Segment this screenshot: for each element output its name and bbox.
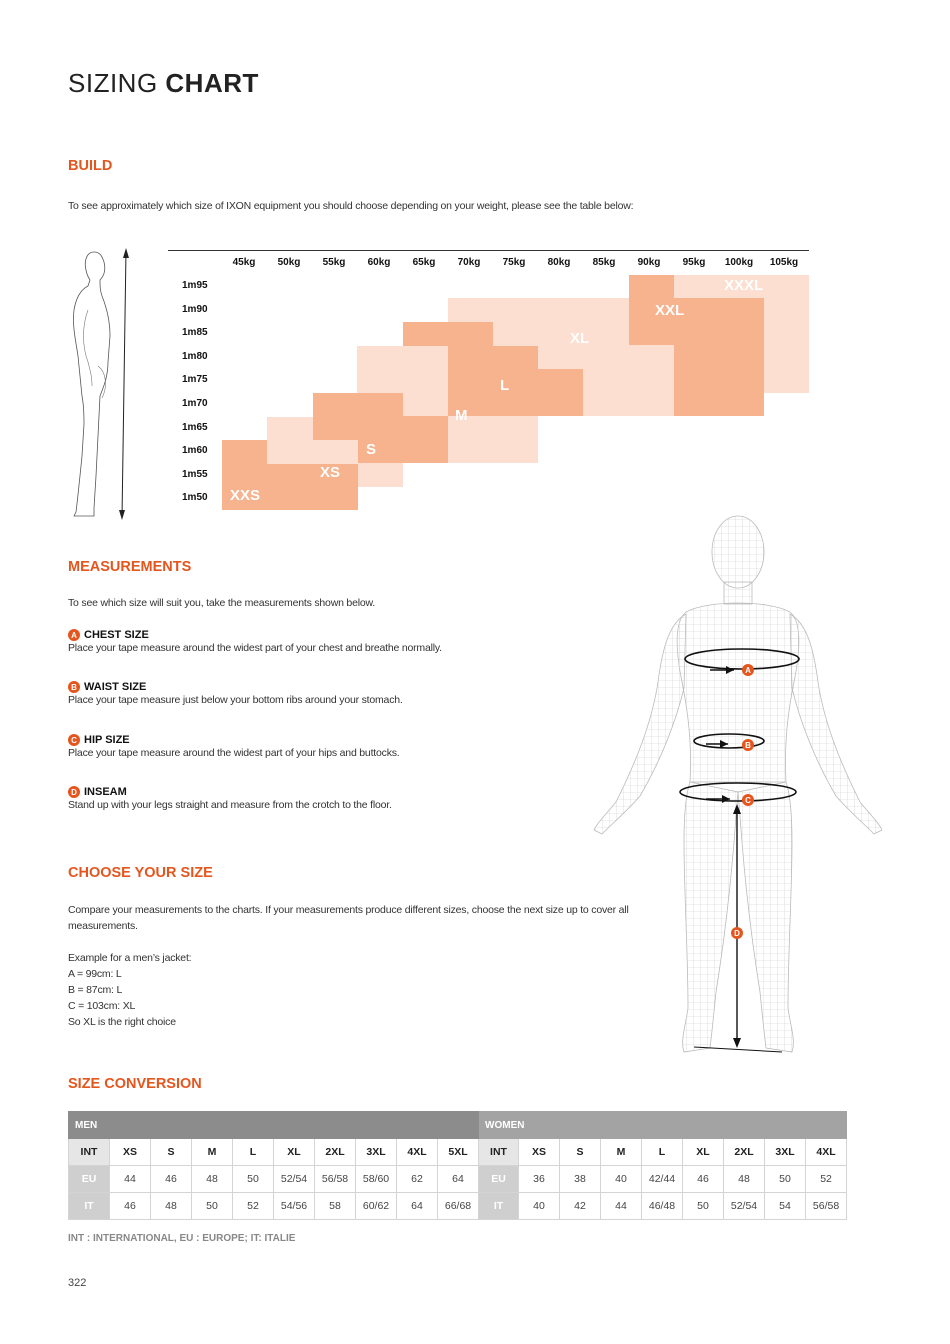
cell: 40 [601,1166,642,1193]
choose-line-2: measurements. [68,920,138,932]
size-label: S [366,441,377,458]
cell: 58 [315,1193,356,1220]
cell: 42/44 [642,1166,683,1193]
height-label: 1m85 [182,327,208,338]
measurement-chest [68,629,442,654]
cell: XS [110,1139,151,1166]
example-line: So XL is the right choice [68,1016,176,1028]
cell: 56/58 [806,1193,847,1220]
cell: 4XL [806,1139,847,1166]
size-block-l [403,322,493,346]
size-block-l [538,369,583,416]
measurement-waist [68,681,403,706]
cell: M [601,1139,642,1166]
build-heading: BUILD [68,158,113,174]
row-header-it: IT [69,1193,110,1220]
build-chart-rule [168,250,809,251]
table-group-header [69,1112,847,1139]
measurements-heading: MEASUREMENTS [68,559,192,575]
cell: L [642,1139,683,1166]
cell: S [560,1139,601,1166]
size-block-l [448,346,538,416]
measurements-intro: To see which size will suit you, take the measurements shown below. [68,597,376,609]
example-line: C = 103cm: XL [68,1000,136,1012]
title-light: SIZING [68,68,158,98]
cell: XS [519,1139,560,1166]
size-conversion-table [68,1111,847,1220]
cell: 46 [110,1193,151,1220]
cell: S [151,1139,192,1166]
cell: 50 [765,1166,806,1193]
weight-label: 100kg [724,257,754,268]
size-block-s [313,393,358,440]
page-title [68,68,259,99]
cell: 48 [192,1166,233,1193]
measurement-title: INSEAM [84,786,127,798]
cell: 38 [560,1166,601,1193]
badge-d: D [68,786,80,798]
weight-label: 60kg [367,257,391,268]
cell: 40 [519,1193,560,1220]
cell: 36 [519,1166,560,1193]
cell: 44 [110,1166,151,1193]
cell: 62 [397,1166,438,1193]
cell: 64 [397,1193,438,1220]
measurement-inseam [68,786,392,811]
size-label: XXS [230,487,261,504]
row-header-int: INT [479,1139,519,1166]
height-label: 1m70 [182,398,208,409]
size-label: XS [320,464,341,481]
body-badge-b: B [742,739,754,751]
height-label: 1m90 [182,304,208,315]
cell: 4XL [397,1139,438,1166]
measurement-title: WAIST SIZE [84,681,147,693]
height-label: 1m50 [182,492,208,503]
weight-label: 85kg [592,257,616,268]
women-header: WOMEN [479,1112,847,1139]
weight-label: 75kg [502,257,526,268]
weight-label: 50kg [277,257,301,268]
height-label: 1m95 [182,280,208,291]
badge-a: A [68,629,80,641]
size-label: L [500,377,510,394]
page-number: 322 [68,1277,87,1289]
build-intro: To see approximately which size of IXON equipment you should choose depending on your weight, please see the table below: [68,200,634,212]
cell: 50 [683,1193,724,1220]
cell: 56/58 [315,1166,356,1193]
badge-c: C [68,734,80,746]
size-label: XXL [655,302,685,319]
weight-label: 45kg [232,257,256,268]
row-header-eu: EU [69,1166,110,1193]
cell: 52/54 [274,1166,315,1193]
size-label: M [455,407,468,424]
table-row [69,1193,847,1220]
example-line: Example for a men’s jacket: [68,952,192,964]
cell: 3XL [765,1139,806,1166]
row-header-int: INT [69,1139,110,1166]
choose-line-1: Compare your measurements to the charts. If your measurements produce different sizes, choose the next size up to cover all [68,904,629,916]
height-label: 1m75 [182,374,208,385]
cell: 48 [724,1166,765,1193]
cell: 42 [560,1193,601,1220]
measurement-title: HIP SIZE [84,734,130,746]
cell: 54 [765,1193,806,1220]
cell: 5XL [438,1139,479,1166]
cell: 50 [192,1193,233,1220]
body-badge-d: D [731,927,743,939]
cell: 46/48 [642,1193,683,1220]
cell: 48 [151,1193,192,1220]
cell: 50 [233,1166,274,1193]
cell: 52/54 [724,1193,765,1220]
badge-b: B [68,681,80,693]
size-label: XXXL [724,277,764,294]
cell: XL [274,1139,315,1166]
weight-label: 55kg [322,257,346,268]
weight-label: 90kg [637,257,661,268]
cell: 52 [233,1193,274,1220]
cell: 2XL [315,1139,356,1166]
cell: 2XL [724,1139,765,1166]
weight-label: 70kg [457,257,481,268]
cell: 54/56 [274,1193,315,1220]
example-line: A = 99cm: L [68,968,122,980]
measurement-desc: Place your tape measure just below your bottom ribs around your stomach. [68,694,403,706]
weight-label: 95kg [682,257,706,268]
cell: 66/68 [438,1193,479,1220]
cell: 44 [601,1193,642,1220]
body-badge-c: C [742,794,754,806]
cell: 58/60 [356,1166,397,1193]
cell: 60/62 [356,1193,397,1220]
body-badge-a: A [742,664,754,676]
cell: 3XL [356,1139,397,1166]
height-label: 1m60 [182,445,208,456]
table-row [69,1139,847,1166]
choose-heading: CHOOSE YOUR SIZE [68,865,213,881]
measurement-desc: Place your tape measure around the widest part of your chest and breathe normally. [68,642,442,654]
size-label: XL [570,330,590,347]
size-block-xxl [674,298,764,416]
size-block-xxs [267,464,358,510]
cell: 46 [151,1166,192,1193]
height-label: 1m55 [182,469,208,480]
cell: L [233,1139,274,1166]
table-row [69,1166,847,1193]
side-silhouette-illustration [64,246,144,524]
cell: M [192,1139,233,1166]
measurement-desc: Place your tape measure around the widest part of your hips and buttocks. [68,747,400,759]
measurement-hip [68,734,400,759]
title-bold: CHART [165,68,259,98]
measurement-title: CHEST SIZE [84,629,149,641]
row-header-it: IT [479,1193,519,1220]
measurement-desc: Stand up with your legs straight and measure from the crotch to the floor. [68,799,392,811]
cell: XL [683,1139,724,1166]
conversion-footnote: INT : INTERNATIONAL, EU : EUROPE; IT: ITALIE [68,1233,296,1244]
men-header: MEN [69,1112,479,1139]
cell: 64 [438,1166,479,1193]
cell: 52 [806,1166,847,1193]
cell: 46 [683,1166,724,1193]
weight-label: 80kg [547,257,571,268]
weight-label: 65kg [412,257,436,268]
conversion-heading: SIZE CONVERSION [68,1076,202,1092]
row-header-eu: EU [479,1166,519,1193]
size-block-s [358,393,403,463]
size-block-s [403,416,448,463]
example-line: B = 87cm: L [68,984,123,996]
body-measurement-illustration [588,512,888,1072]
height-label: 1m80 [182,351,208,362]
weight-label: 105kg [769,257,799,268]
height-label: 1m65 [182,422,208,433]
